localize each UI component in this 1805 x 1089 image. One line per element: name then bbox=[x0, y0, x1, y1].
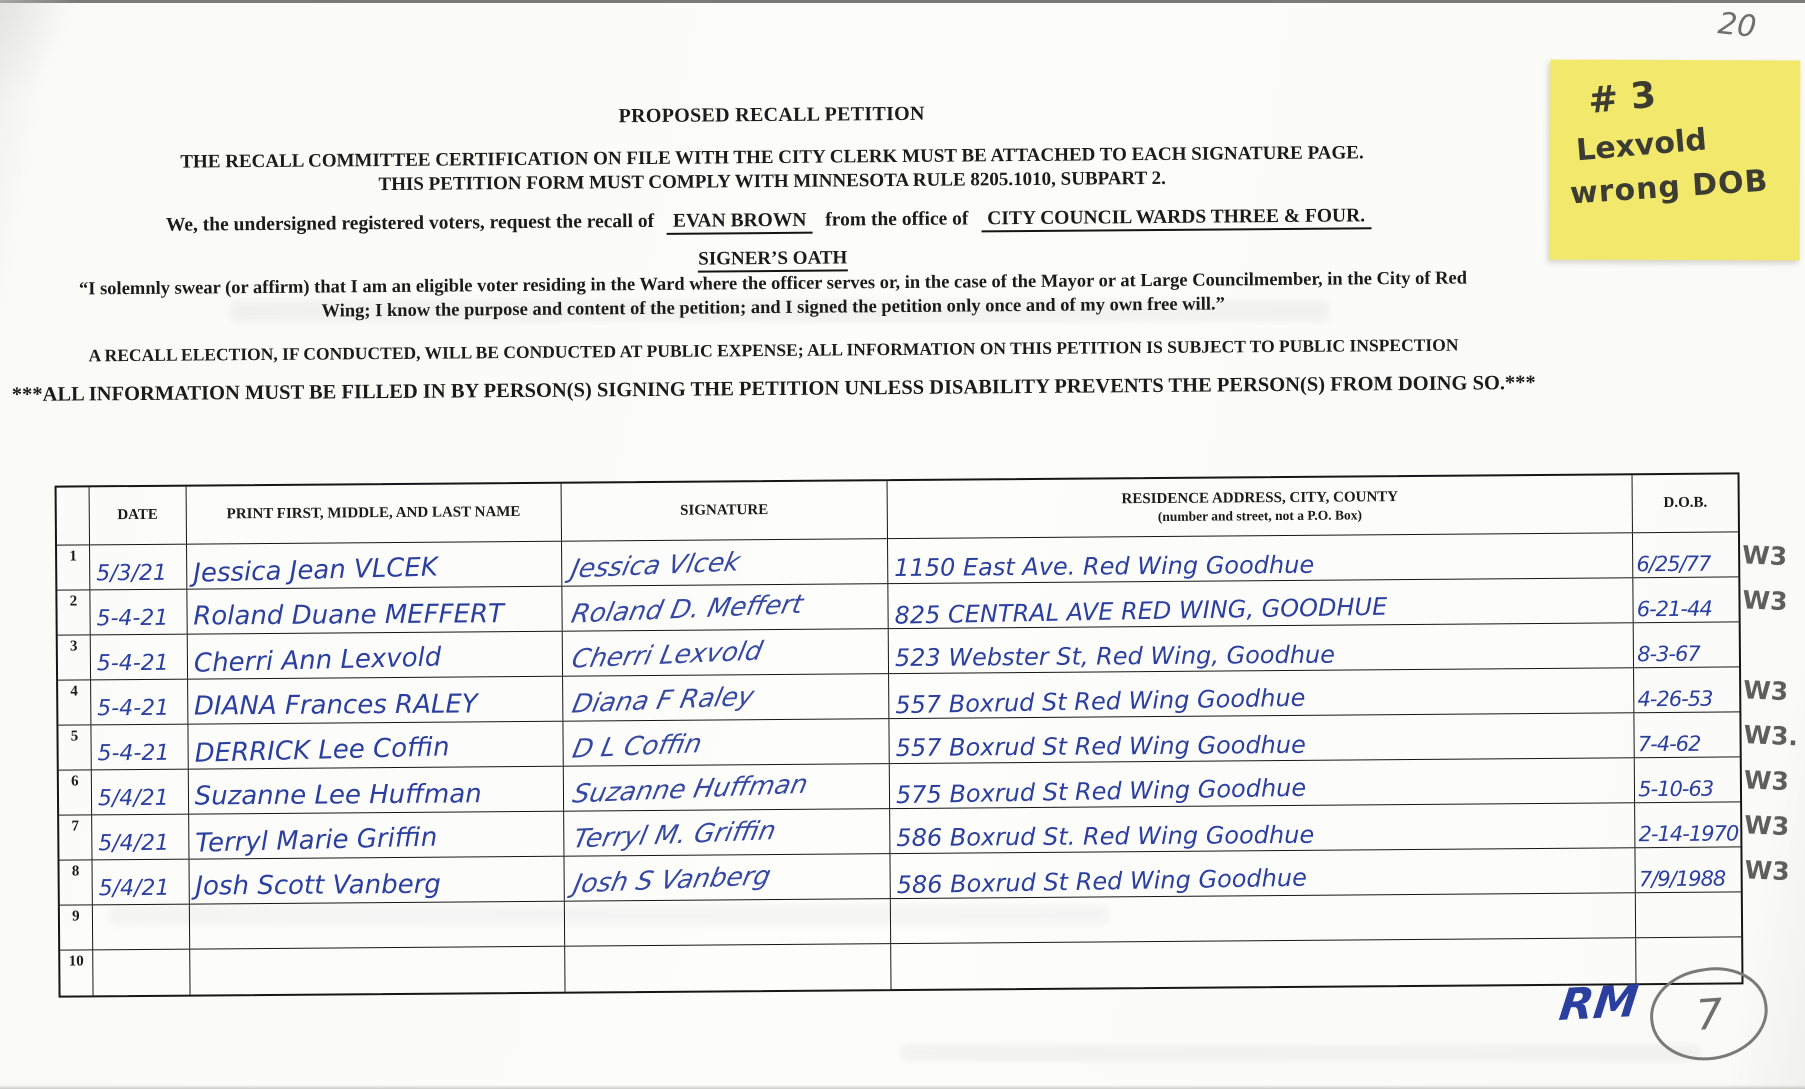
dob-cell bbox=[1633, 532, 1788, 577]
handwritten-residence: 586 Boxrud St Red Wing Goodhue bbox=[896, 863, 1308, 900]
date-cell bbox=[91, 680, 188, 725]
signature-cell bbox=[562, 584, 889, 631]
date-cell bbox=[92, 770, 189, 815]
reviewer-initials: RM bbox=[1556, 976, 1642, 1031]
scan-bottom-edge-artifact bbox=[0, 1085, 1805, 1089]
signature-cell bbox=[565, 899, 892, 946]
page-corner-number: 20 bbox=[1716, 6, 1758, 45]
ward-annotation: W3 bbox=[1741, 585, 1789, 617]
handwritten-residence: 825 CENTRAL AVE RED WING, GOODHUE bbox=[894, 592, 1388, 630]
printed-name-cell bbox=[189, 812, 564, 859]
signature-cell bbox=[562, 539, 889, 586]
recalled-official-name: EVAN BROWN bbox=[667, 210, 813, 235]
row-number-cell bbox=[58, 680, 91, 724]
date-cell bbox=[92, 860, 189, 905]
handwritten-date: 5-4-21 bbox=[97, 695, 170, 722]
recall-statement bbox=[7, 204, 1537, 238]
printed-name-cell bbox=[188, 767, 563, 814]
ward-annotation: W3 bbox=[1741, 540, 1788, 572]
header-row-number bbox=[57, 487, 90, 544]
handwritten-dob: 6/25/77 bbox=[1636, 551, 1711, 577]
ward-annotation: W3 bbox=[1743, 855, 1791, 887]
row-number: 9 bbox=[72, 908, 80, 925]
sticky-note bbox=[1550, 60, 1801, 261]
date-cell bbox=[92, 815, 189, 860]
oath-heading: SIGNER’S OATH bbox=[8, 242, 1538, 276]
row-number: 4 bbox=[70, 683, 78, 700]
recall-middle: from the office of bbox=[825, 208, 969, 231]
handwritten-name: Suzanne Lee Huffman bbox=[194, 779, 482, 812]
handwritten-name: Terryl Marie Griffin bbox=[194, 822, 438, 859]
handwritten-signature: Diana F Raley bbox=[569, 681, 757, 720]
signature-cell bbox=[564, 809, 891, 856]
header-date: DATE bbox=[89, 487, 186, 545]
residence-cell bbox=[890, 758, 1636, 808]
office-name: CITY COUNCIL WARDS THREE & FOUR. bbox=[981, 205, 1371, 232]
dob-cell bbox=[1634, 577, 1789, 622]
residence-cell bbox=[889, 713, 1635, 763]
table-body bbox=[57, 532, 1799, 995]
row-number-cell bbox=[60, 905, 93, 949]
residence-cell bbox=[890, 848, 1636, 898]
dob-cell bbox=[1635, 757, 1790, 802]
date-cell bbox=[91, 725, 188, 770]
date-cell bbox=[91, 635, 188, 680]
date-cell bbox=[93, 905, 190, 950]
printed-name-cell bbox=[188, 722, 563, 769]
sticky-note-line-1: # 3 bbox=[1586, 74, 1658, 123]
row-number-cell bbox=[57, 545, 90, 589]
header-residence-subnote: (number and street, not a P.O. Box) bbox=[1157, 506, 1363, 524]
dob-cell bbox=[1636, 892, 1741, 937]
row-number: 7 bbox=[71, 818, 79, 835]
handwritten-date: 5-4-21 bbox=[96, 605, 169, 632]
handwritten-residence: 575 Boxrud St Red Wing Goodhue bbox=[895, 773, 1307, 810]
row-number: 10 bbox=[68, 953, 84, 970]
handwritten-residence: 557 Boxrud St Red Wing Goodhue bbox=[895, 730, 1306, 763]
handwritten-date: 5/4/21 bbox=[97, 785, 169, 812]
signature-cell bbox=[564, 854, 891, 901]
dob-cell bbox=[1634, 622, 1739, 667]
handwritten-date: 5/4/21 bbox=[98, 830, 170, 857]
residence-cell bbox=[889, 668, 1635, 718]
row-number-cell bbox=[59, 860, 92, 904]
sticky-note-line-3: wrong DOB bbox=[1568, 163, 1770, 212]
header-name: PRINT FIRST, MIDDLE, AND LAST NAME bbox=[186, 484, 562, 544]
handwritten-dob: 7/9/1988 bbox=[1638, 866, 1726, 892]
handwritten-residence: 1150 East Ave. Red Wing Goodhue bbox=[894, 550, 1315, 583]
handwritten-signature: Terryl M. Griffin bbox=[570, 815, 779, 855]
handwritten-dob: 8-3-67 bbox=[1637, 641, 1700, 667]
printed-name-cell bbox=[190, 947, 565, 995]
dob-cell bbox=[1636, 847, 1791, 892]
date-cell bbox=[90, 545, 187, 590]
handwritten-dob: 7-4-62 bbox=[1637, 731, 1701, 757]
handwritten-name: DERRICK Lee Coffin bbox=[193, 732, 450, 769]
handwritten-signature: Roland D. Meffert bbox=[568, 589, 806, 630]
handwritten-name: Roland Duane MEFFERT bbox=[193, 599, 505, 632]
row-number: 6 bbox=[71, 773, 79, 790]
row-number: 5 bbox=[70, 728, 79, 745]
handwritten-name: Jessica Jean VLCEK bbox=[192, 552, 438, 589]
signature-cell bbox=[563, 629, 890, 676]
handwritten-signature: Jessica Vlcek bbox=[568, 547, 743, 585]
printed-name-cell bbox=[189, 857, 564, 904]
row-number: 1 bbox=[69, 548, 77, 565]
handwritten-dob: 4-26-53 bbox=[1637, 686, 1713, 712]
handwritten-date: 5-4-21 bbox=[96, 650, 169, 677]
signature-table bbox=[55, 472, 1799, 997]
handwritten-date: 5/4/21 bbox=[98, 875, 170, 902]
signature-cell bbox=[563, 719, 890, 766]
handwritten-residence: 523 Webster St, Red Wing, Goodhue bbox=[894, 640, 1336, 673]
printed-name-cell bbox=[188, 677, 563, 724]
row-number-cell bbox=[59, 770, 92, 814]
row-number: 2 bbox=[69, 593, 78, 610]
residence-cell bbox=[891, 938, 1637, 989]
dob-cell bbox=[1634, 667, 1789, 712]
handwritten-date: 5-4-21 bbox=[97, 740, 170, 767]
fill-instruction-line: ***ALL INFORMATION MUST BE FILLED IN BY PERSON(S) SIGNING THE PETITION UNLESS DISABILITY PREVENTS THE PERSON(S) FROM DOING SO.*** bbox=[11, 372, 1536, 406]
certification-line-1: THE RECALL COMMITTEE CERTIFICATION ON FILE WITH THE CITY CLERK MUST BE ATTACHED TO EACH SIGNATURE PAGE. bbox=[180, 142, 1364, 173]
header-signature: SIGNATURE bbox=[561, 481, 888, 541]
handwritten-signature: Suzanne Huffman bbox=[569, 769, 811, 810]
residence-cell bbox=[888, 533, 1634, 583]
ward-annotation: W3. bbox=[1742, 719, 1799, 752]
row-number-cell bbox=[58, 725, 91, 769]
handwritten-name: Josh Scott Vanberg bbox=[195, 869, 441, 902]
handwritten-date: 5/3/21 bbox=[96, 560, 168, 587]
handwritten-signature: D L Coffin bbox=[569, 729, 705, 765]
residence-cell bbox=[888, 578, 1634, 628]
row-number-cell bbox=[57, 590, 90, 634]
date-cell bbox=[93, 950, 190, 996]
row-number: 8 bbox=[71, 863, 80, 880]
dob-cell bbox=[1635, 712, 1799, 757]
page-title: PROPOSED RECALL PETITION bbox=[618, 102, 925, 128]
printed-name-cell bbox=[187, 632, 562, 679]
printed-name-cell bbox=[187, 587, 562, 634]
recall-prefix: We, the undersigned registered voters, request the recall of bbox=[165, 210, 655, 236]
date-cell bbox=[90, 590, 187, 635]
dob-cell bbox=[1635, 802, 1790, 847]
row-number-cell bbox=[58, 635, 91, 679]
row-number-cell bbox=[60, 950, 93, 995]
residence-cell bbox=[889, 623, 1635, 673]
handwritten-dob: 2-14-1970 bbox=[1638, 821, 1739, 847]
printed-name-cell bbox=[187, 542, 562, 589]
signature-cell bbox=[565, 944, 892, 992]
ward-annotation: W3 bbox=[1742, 675, 1789, 707]
handwritten-name: DIANA Frances RALEY bbox=[193, 689, 478, 722]
handwritten-signature: Cherri Lexvold bbox=[568, 636, 765, 675]
handwritten-dob: 6-21-44 bbox=[1636, 596, 1712, 622]
residence-cell bbox=[890, 803, 1636, 853]
handwritten-residence: 586 Boxrud St. Red Wing Goodhue bbox=[896, 820, 1315, 853]
handwritten-dob: 5-10-63 bbox=[1638, 776, 1714, 802]
signature-cell bbox=[563, 674, 890, 721]
printed-name-cell bbox=[190, 902, 565, 949]
row-number: 3 bbox=[69, 638, 78, 655]
sticky-note-line-2: Lexvold bbox=[1574, 122, 1709, 169]
header-residence: RESIDENCE ADDRESS, CITY, COUNTY (number and street, not a P.O. Box) bbox=[888, 475, 1634, 538]
ward-annotation: W3 bbox=[1743, 810, 1790, 842]
oath-text: “I solemnly swear (or affirm) that I am an eligible voter residing in the Ward where the officer serves or, in the case of the Mayor or at Large Councilmember, in the City of Red Wing; I know the purpose and content of the petition; and I signed the petition only once and of my own free will.” bbox=[78, 268, 1468, 322]
handwritten-residence: 557 Boxrud St Red Wing Goodhue bbox=[895, 683, 1306, 720]
handwritten-name: Cherri Ann Lexvold bbox=[193, 642, 442, 679]
residence-cell bbox=[891, 893, 1637, 943]
signature-cell bbox=[564, 764, 891, 811]
handwritten-signature: Josh S Vanberg bbox=[570, 861, 774, 900]
circled-page-count: 7 bbox=[1644, 960, 1774, 1068]
row-number-cell bbox=[59, 815, 92, 859]
certification-line-2: THIS PETITION FORM MUST COMPLY WITH MINNESOTA RULE 8205.1010, SUBPART 2. bbox=[378, 167, 1166, 196]
public-expense-line: A RECALL ELECTION, IF CONDUCTED, WILL BE CONDUCTED AT PUBLIC EXPENSE; ALL INFORMATION ON THIS PETITION IS SUBJECT TO PUBLIC INSPECTION bbox=[88, 334, 1459, 366]
ward-annotation: W3 bbox=[1743, 765, 1790, 797]
header-dob: D.O.B. bbox=[1663, 494, 1708, 512]
